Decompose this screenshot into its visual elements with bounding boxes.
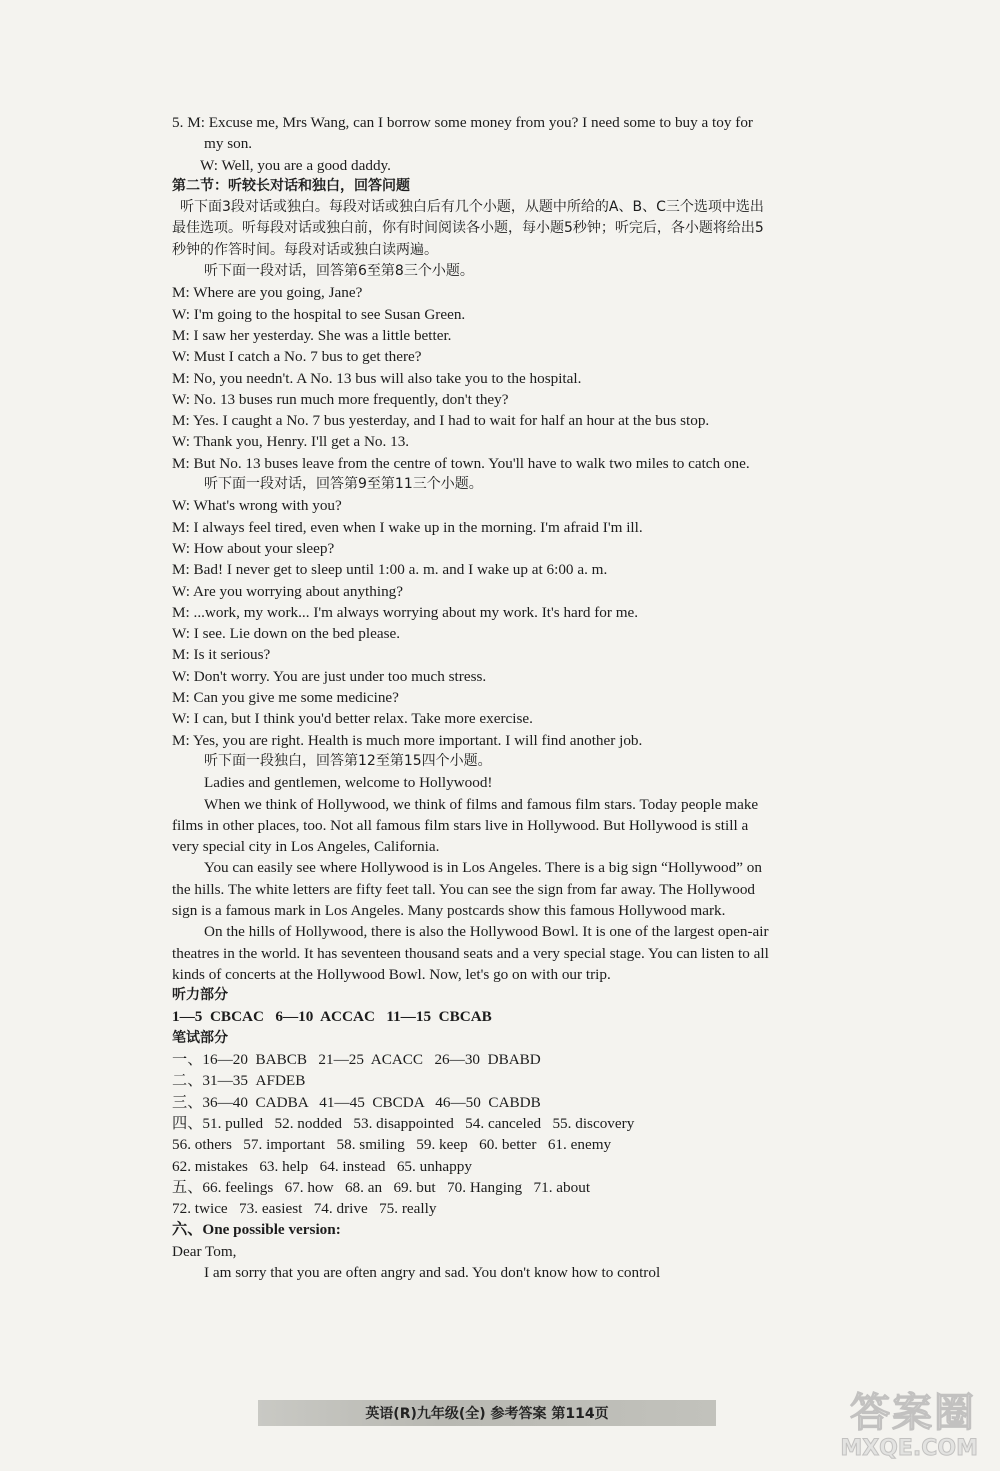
dialogue-intro: 听下面一段对话，回答第9至第11三个小题。 xyxy=(204,476,483,493)
dialogue-line: W: How about your sleep? xyxy=(172,539,335,557)
dialogue-line: W: I'm going to the hospital to see Susan Green. xyxy=(172,305,466,323)
watermark-logo xyxy=(816,1381,986,1461)
answer-line: 62. mistakes 63. help 64. instead 65. unhappy xyxy=(172,1157,472,1175)
footer-text: 英语(R)九年级(全) 参考答案 第114页 xyxy=(365,1406,609,1422)
dialogue-line: W: I see. Lie down on the bed please. xyxy=(172,625,401,643)
dialogue-line: M: Yes, you are right. Health is much more important. I will find another job. xyxy=(172,731,643,749)
monologue-line: Ladies and gentlemen, welcome to Hollywood! xyxy=(204,774,493,792)
dialogue-line: M: I saw her yesterday. She was a little better. xyxy=(172,326,452,344)
monologue-intro: 听下面一段独白，回答第12至第15四个小题。 xyxy=(204,752,492,769)
dialogue-line: W: No. 13 buses run much more frequently, don't they? xyxy=(172,390,509,408)
answer-line: 五、66. feelings 67. how 68. an 69. but 70. Hanging 71. about xyxy=(172,1178,591,1196)
dialogue-line: W: I can, but I think you'd better relax. Take more exercise. xyxy=(172,710,533,728)
letter-line: I am sorry that you are often angry and sad. You don't know how to control xyxy=(204,1264,661,1282)
written-title: 笔试部分 xyxy=(172,1029,228,1046)
dialogue-line: M: Is it serious? xyxy=(172,646,271,664)
answer-line: 一、16—20 BABCB 21—25 ACACC 26—30 DBABD xyxy=(172,1051,541,1069)
dialogue-line: M: Yes. I caught a No. 7 bus yesterday, and I had to wait for half an hour at the bus stop. xyxy=(172,412,710,430)
monologue-paragraph: When we think of Hollywood, we think of films and famous film stars. Today people make films in other places, too. Not all famous film stars live in Hollywood. But Hollywood is still a very special city in Los Angeles, California. xyxy=(172,795,759,856)
watermark-bottom: MXQE.COM xyxy=(840,1436,978,1461)
dialogue-line: M: No, you needn't. A No. 13 bus will also take you to the hospital. xyxy=(172,369,582,387)
monologue-paragraph: On the hills of Hollywood, there is also the Hollywood Bowl. It is one of the largest open-air theatres in the world. It has seventeen thousand seats and a very special stage. You can listen to all kinds of concerts at the Hollywood Bowl. Now, let's go on with our trip. xyxy=(172,923,769,983)
dialogue-line: M: Can you give me some medicine? xyxy=(172,689,399,707)
answer-line: 四、51. pulled 52. nodded 53. disappointed 54. canceled 55. discovery xyxy=(172,1114,635,1132)
dialogue-line: W: Don't worry. You are just under too much stress. xyxy=(172,667,487,685)
dialogue-line: M: Bad! I never get to sleep until 1:00 a. m. and I wake up at 6:00 a. m. xyxy=(172,561,608,579)
listening-title: 听力部分 xyxy=(172,987,228,1004)
dialogue-line: M: Where are you going, Jane? xyxy=(172,284,363,302)
listening-answers: 1—5 CBCAC 6—10 ACCAC 11—15 CBCAB xyxy=(172,1008,492,1026)
answer-line: 72. twice 73. easiest 74. drive 75. really xyxy=(172,1200,437,1218)
dialogue-line: 5. M: Excuse me, Mrs Wang, can I borrow some money from you? I need some to buy a toy for my son. xyxy=(172,114,753,153)
answer-line: 56. others 57. important 58. smiling 59. keep 60. better 61. enemy xyxy=(172,1136,612,1154)
dialogue-line: W: Thank you, Henry. I'll get a No. 13. xyxy=(172,433,410,451)
dialogue-line: W: Are you worrying about anything? xyxy=(172,582,403,600)
answer-line: 三、36—40 CADBA 41—45 CBCDA 46—50 CABDB xyxy=(172,1093,541,1111)
dialogue-line: W: What's wrong with you? xyxy=(172,497,342,515)
dialogue-line: M: I always feel tired, even when I wake up in the morning. I'm afraid I'm ill. xyxy=(172,518,643,536)
answer-line: 二、31—35 AFDEB xyxy=(172,1072,306,1090)
monologue-paragraph: You can easily see where Hollywood is in Los Angeles. There is a big sign “Hollywood” on the hills. The white letters are fifty feet tall. You can see the sign from far away. The Hollywood sign is a famous mark in Los Angeles. Many postcards show this famous Hollywood mark. xyxy=(172,859,762,919)
page-footer xyxy=(258,1400,716,1426)
dialogue-line: M: ...work, my work... I'm always worrying about my work. It's hard for me. xyxy=(172,603,639,621)
section-title: 第二节：听较长对话和独白，回答问题 xyxy=(172,177,410,194)
dialogue-intro: 听下面一段对话，回答第6至第8三个小题。 xyxy=(204,263,474,280)
watermark-top: 答案圈 xyxy=(850,1390,976,1436)
answer-line: 六、One possible version: xyxy=(172,1221,341,1239)
dialogue-line: M: But No. 13 buses leave from the centre of town. You'll have to walk two miles to catch one. xyxy=(172,454,750,472)
section-instructions: 听下面3段对话或独白。每段对话或独白后有几个小题，从题中所给的A、B、C三个选项中选出最佳选项。听每段对话或独白前，你有时间阅读各小题，每小题5秒钟；听完后，各小题将给出5秒钟的作答时间。每段对话或独白读两遍。 xyxy=(172,199,764,258)
dialogue-line: W: Well, you are a good daddy. xyxy=(200,156,391,174)
letter-line: Dear Tom, xyxy=(172,1242,237,1260)
dialogue-line: W: Must I catch a No. 7 bus to get there? xyxy=(172,348,422,366)
answer-text xyxy=(172,112,772,1283)
